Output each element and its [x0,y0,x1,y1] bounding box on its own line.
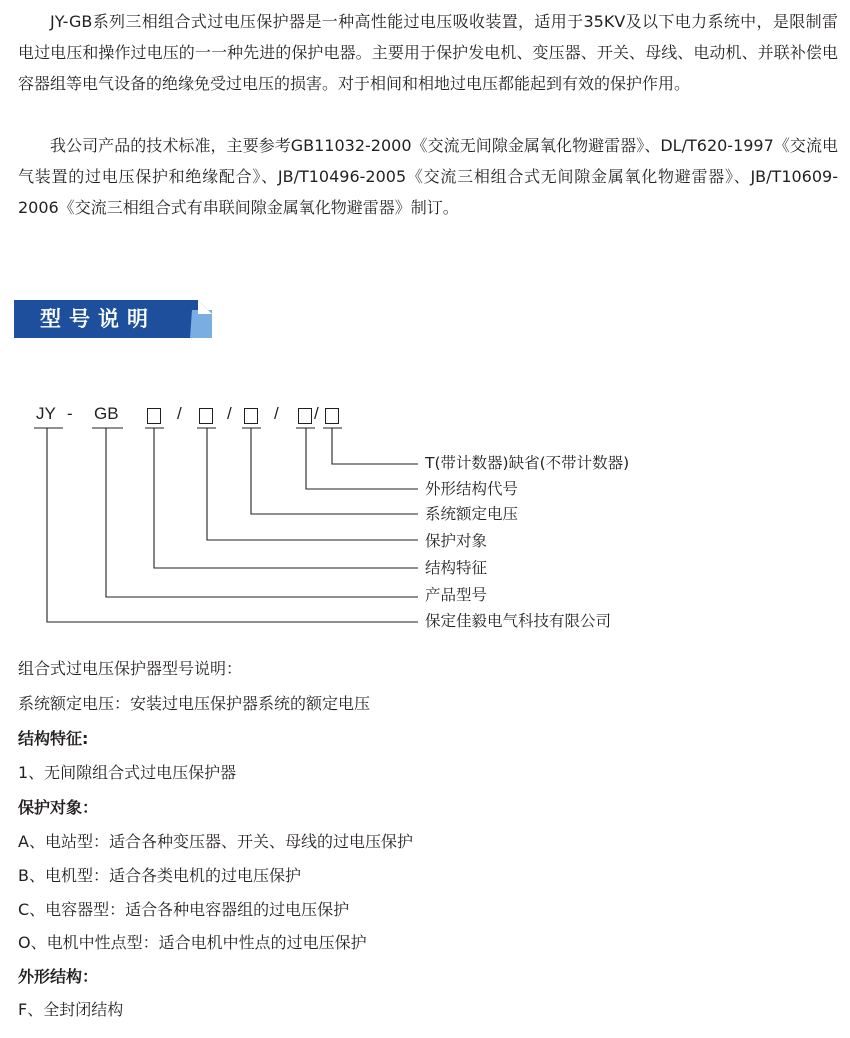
legend-protect-object: 保护对象 [425,532,488,550]
desc-shape-heading: 外形结构： [18,967,99,986]
desc-structure-heading: 结构特征: [18,729,89,748]
connector-product [106,428,418,597]
desc-structure-item: 1、无间隙组合式过电压保护器 [18,763,237,782]
code-dash: - [67,404,73,423]
connector-company [47,428,418,622]
connector-shape [306,428,418,489]
legend-structure: 结构特征 [425,559,488,577]
connector-structure [154,428,418,568]
desc-protect-heading: 保护对象： [18,798,99,817]
code-prefix-gb: GB [94,404,119,423]
connector-protect [207,428,418,540]
desc-title: 组合式过电压保护器型号说明： [18,659,243,678]
connector-voltage [251,428,418,514]
legend-product-model: 产品型号 [425,586,488,604]
connector-counter [332,428,418,464]
code-slash: / [314,404,319,423]
desc-protect-item-o: O、电机中性点型：适合电机中性点的过电压保护 [18,933,367,952]
code-slash: / [274,404,279,423]
intro-paragraph-1: JY-GB系列三相组合式过电压保护器是一种高性能过电压吸收装置，适用于35KV及以下电力系统中，是限制雷电过电压和操作过电压的一一种先进的保护电器。主要用于保护发电机、变压器、开关、母线、电动机、并联补偿电容器组等电气设备的绝缘免受过电压的损害。对于相间和相地过电压都能起到有效的保护作用。 [18,12,838,93]
legend-rated-voltage: 系统额定电压 [425,505,519,523]
legend-shape-code: 外形结构代号 [425,480,519,498]
desc-protect-item-a: A、电站型：适合各种变压器、开关、母线的过电压保护 [18,832,413,851]
desc-protect-item-b: B、电机型：适合各类电机的过电压保护 [18,866,301,885]
code-slash: / [227,404,232,423]
legend-company: 保定佳毅电气科技有限公司 [425,612,612,630]
desc-protect-item-c: C、电容器型：适合各种电容器组的过电压保护 [18,900,350,919]
code-slash: / [177,404,182,423]
desc-voltage-line: 系统额定电压：安装过电压保护器系统的额定电压 [18,694,371,713]
desc-shape-item: F、全封闭结构 [18,1000,124,1019]
legend-counter: T(带计数器)缺省(不带计数器) [425,454,630,472]
code-prefix-jy: JY [36,404,56,423]
intro-paragraph-2: 我公司产品的技术标准，主要参考GB11032-2000《交流无间隙金属氧化物避雷器》、DL/T620-1997《交流电气装置的过电压保护和绝缘配合》、JB/T10496-2005《交流三相组合式无间隙金属氧化物避雷器》、JB/T10609-2006《交流三相组合式有串联间隙金属氧化物避雷器》制订。 [18,136,838,217]
section-heading-text: 型号说明 [40,307,156,331]
